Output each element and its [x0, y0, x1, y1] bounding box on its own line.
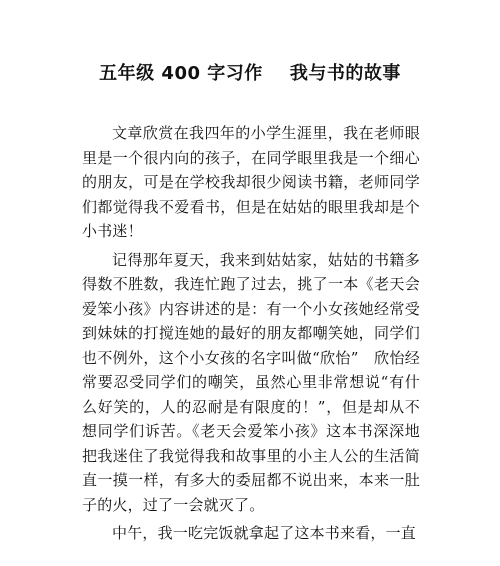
document-body — [82, 121, 420, 550]
paragraph-3: 中午，我一吃完饭就拿起了这本书来看，一直 — [112, 524, 417, 542]
paragraph-2: 记得那年夏天，我来到姑姑家，姑姑的书籍多得数不胜数，我连忙跑了过去，挑了一本《老天会爱笨小孩》内容讲述的是：有一个小女孩她经常受到妹妹的打搅连她的最好的朋友都嘲笑她，同学们也不例外，这个小女孩的名字叫做“欣怡” 欣怡经常要忍受同学们的嘲笑，虽然心里非常想说“有什么好笑的，人的忍耐是有限度的！”，但是却从不想同学们诉苦。《老天会爱笨小孩》这本书深深地把我迷住了我觉得我和故事里的小主人公的生活简直一摸一样，有多大的委屈都不说出来，本来一肚子的火，过了一会就灭了。 — [82, 250, 420, 514]
document-title: 五年级 400 字习作 我与书的故事 — [99, 63, 401, 84]
paragraph-1: 文章欣赏在我四年的小学生涯里，我在老师眼里是一个很内向的孩子，在同学眼里我是一个细心的朋友，可是在学校我却很少阅读书籍，老师同学们都觉得我不爱看书，但是在姑姑的眼里我却是个小书迷！ — [82, 124, 420, 240]
